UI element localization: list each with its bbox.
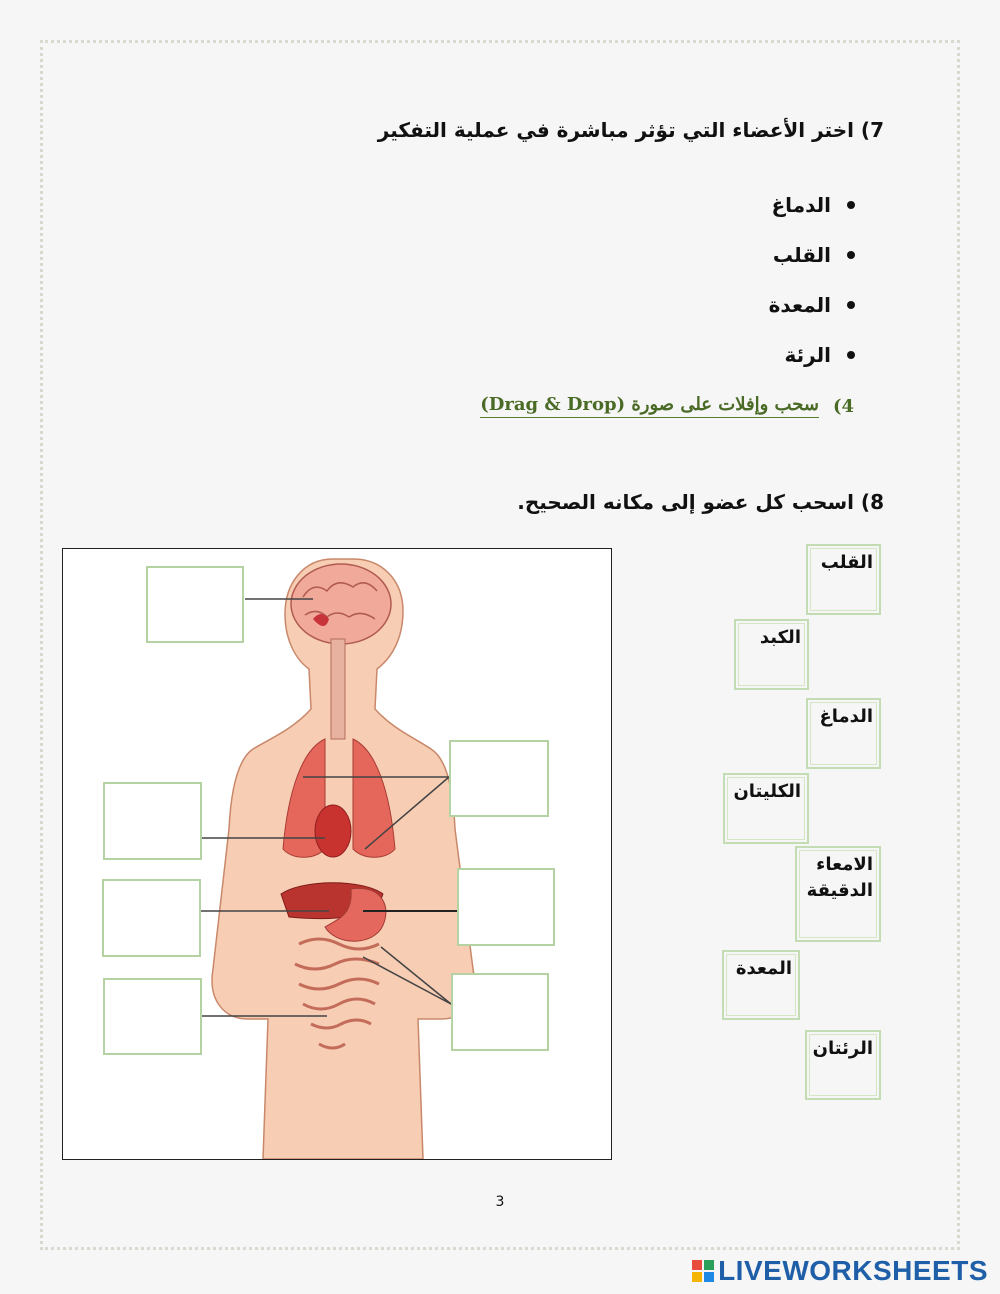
trachea-shape bbox=[331, 639, 345, 739]
option-item[interactable] bbox=[555, 280, 855, 330]
drop-target-box[interactable] bbox=[451, 973, 549, 1051]
bullet-icon bbox=[847, 201, 855, 209]
chip-brain[interactable] bbox=[806, 698, 881, 769]
question-7-title: 7) اختر الأعضاء التي تؤثر مباشرة في عملية التفكير bbox=[377, 118, 884, 142]
page-number: 3 bbox=[495, 1194, 505, 1210]
chip-label: المعدة bbox=[735, 958, 792, 979]
brand-tiles-icon bbox=[692, 1260, 714, 1282]
chip-label: الكليتان bbox=[733, 781, 801, 802]
option-label: القلب bbox=[772, 243, 831, 267]
brand-name: LIVEWORKSHEETS bbox=[718, 1255, 988, 1286]
heart-shape bbox=[315, 805, 351, 857]
drop-target-box[interactable] bbox=[457, 868, 555, 946]
bullet-icon bbox=[847, 251, 855, 259]
question-8-title: 8) اسحب كل عضو إلى مكانه الصحيح. bbox=[517, 490, 884, 514]
drop-target-box[interactable] bbox=[102, 879, 201, 957]
option-item[interactable] bbox=[555, 330, 855, 380]
chip-label: الامعاء الدقيقة bbox=[806, 854, 873, 901]
bullet-icon bbox=[847, 351, 855, 359]
chip-label: الرئتان bbox=[812, 1038, 873, 1059]
drop-target-box[interactable] bbox=[103, 782, 202, 860]
brain-shape bbox=[291, 564, 391, 644]
drop-target-box[interactable] bbox=[103, 978, 202, 1055]
drop-target-box[interactable] bbox=[146, 566, 244, 643]
section-4-heading bbox=[480, 394, 854, 418]
body-diagram-frame bbox=[62, 548, 612, 1160]
option-item[interactable] bbox=[555, 180, 855, 230]
chip-lungs[interactable] bbox=[805, 1030, 881, 1100]
section-text: سحب وإفلات على صورة (Drag & Drop) bbox=[480, 394, 819, 418]
chip-liver[interactable] bbox=[734, 619, 809, 690]
chip-heart[interactable] bbox=[806, 544, 881, 615]
chip-kidneys[interactable] bbox=[723, 773, 809, 844]
question-7-options bbox=[555, 180, 855, 380]
option-label: الدماغ bbox=[771, 193, 831, 217]
option-item[interactable] bbox=[555, 230, 855, 280]
drop-target-box[interactable] bbox=[449, 740, 549, 817]
chip-label: القلب bbox=[820, 552, 873, 573]
option-label: المعدة bbox=[768, 293, 831, 317]
chip-stomach[interactable] bbox=[722, 950, 800, 1020]
brand-logo[interactable] bbox=[692, 1255, 988, 1287]
option-label: الرئة bbox=[784, 343, 831, 367]
chip-label: الدماغ bbox=[819, 706, 873, 727]
bullet-icon bbox=[847, 301, 855, 309]
chip-small-intestine[interactable] bbox=[795, 846, 881, 942]
chip-label: الكبد bbox=[759, 627, 801, 648]
section-number: 4) bbox=[832, 395, 854, 417]
